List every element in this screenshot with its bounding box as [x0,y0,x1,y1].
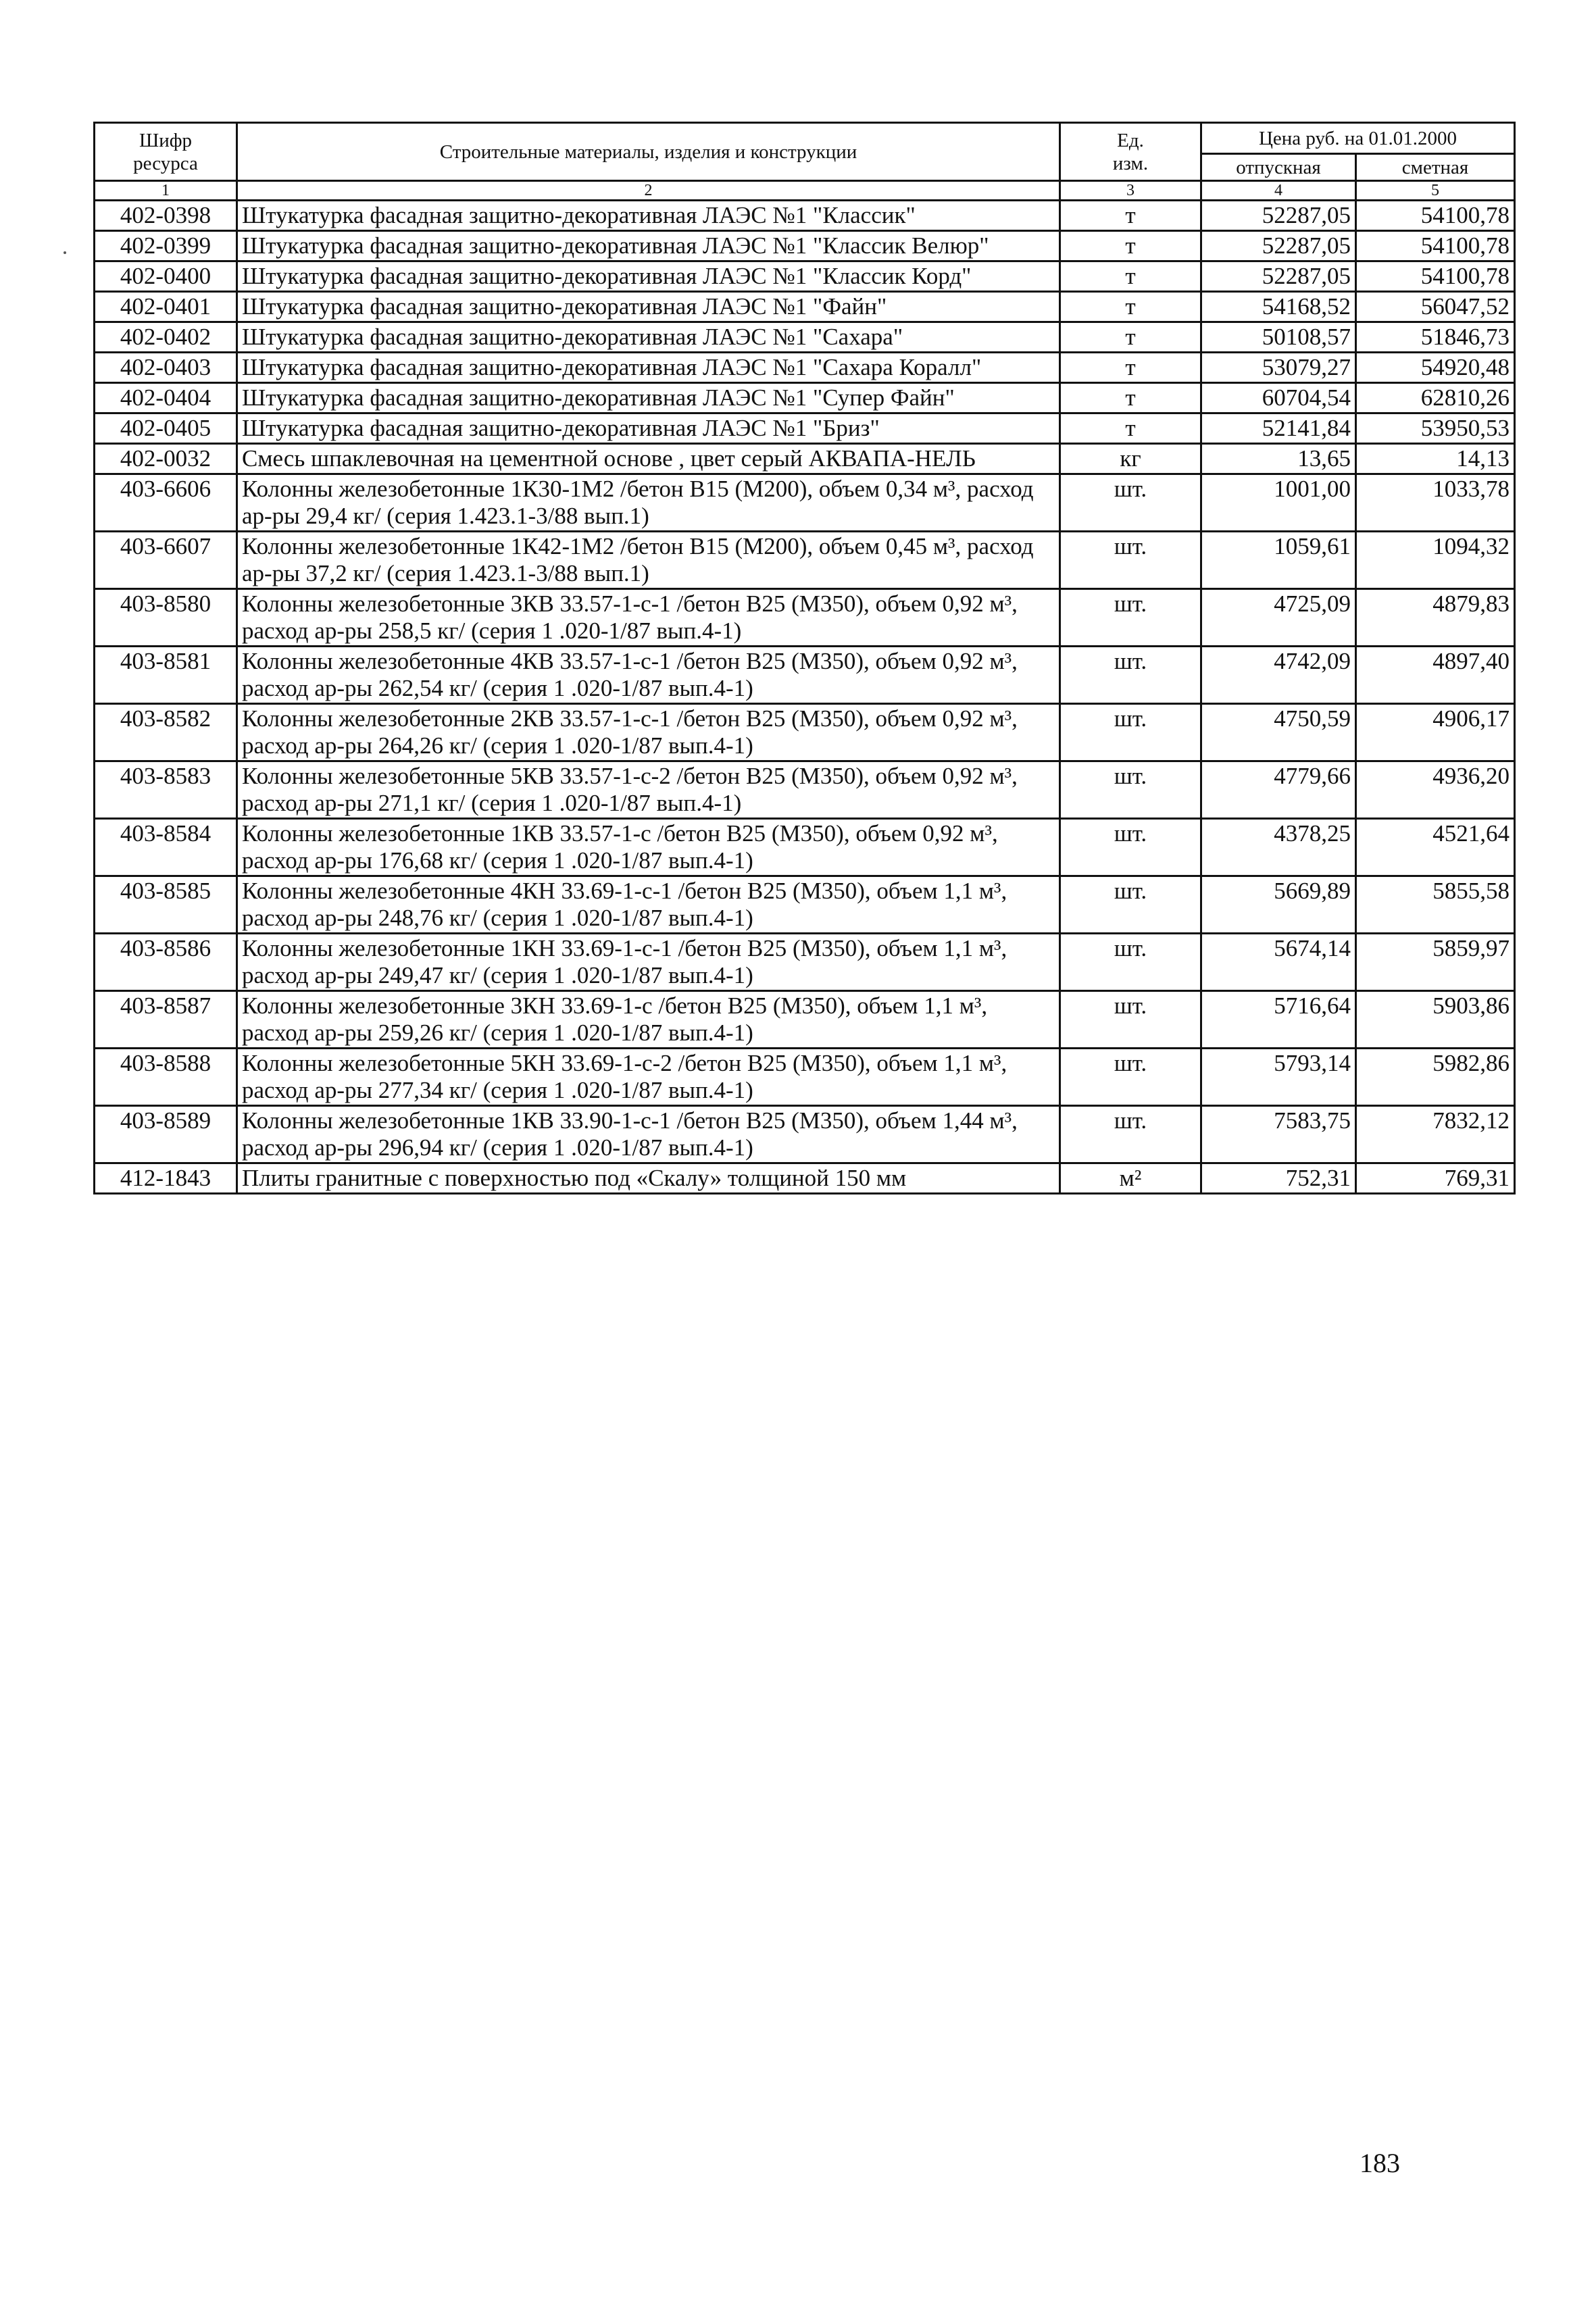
row-name: Колонны железобетонные 3КВ 33.57-1-с-1 /бетон В25 (М350), объем 0,92 м³, расход ар-ры 258,5 кг/ (серия 1 .020-1/87 вып.4-1) [237,589,1060,647]
table-row [95,474,1515,532]
row-price-estimate: 62810,26 [1356,383,1515,413]
table-row [95,413,1515,444]
row-name: Колонны железобетонные 1К42-1М2 /бетон В15 (М200), объем 0,45 м³, расход ар-ры 37,2 кг/ (серия 1.423.1-3/88 вып.1) [237,532,1060,589]
row-code: 403-8582 [95,704,237,761]
scan-speck [64,251,66,254]
row-price-estimate: 51846,73 [1356,322,1515,353]
row-price-release: 4750,59 [1201,704,1356,761]
row-code: 402-0403 [95,353,237,383]
row-price-estimate: 54920,48 [1356,353,1515,383]
row-name: Штукатурка фасадная защитно-декоративная ЛАЭС №1 "Супер Файн" [237,383,1060,413]
row-unit: т [1060,413,1201,444]
table-row [95,201,1515,231]
row-price-estimate: 53950,53 [1356,413,1515,444]
table-row [95,322,1515,353]
row-price-estimate: 5859,97 [1356,934,1515,991]
row-unit: т [1060,383,1201,413]
header-unit-line1: Ед. [1117,129,1144,151]
table-row [95,231,1515,261]
row-price-estimate: 14,13 [1356,444,1515,474]
row-price-release: 4725,09 [1201,589,1356,647]
row-name: Плиты гранитные с поверхностью под «Скалу» толщиной 150 мм [237,1163,1060,1194]
row-unit: т [1060,231,1201,261]
row-price-estimate: 54100,78 [1356,261,1515,292]
row-price-release: 1001,00 [1201,474,1356,532]
row-price-estimate: 54100,78 [1356,201,1515,231]
table-row [95,819,1515,876]
row-code: 403-8588 [95,1049,237,1106]
row-unit: шт. [1060,876,1201,934]
header-code [95,123,237,181]
row-unit: шт. [1060,934,1201,991]
row-unit: шт. [1060,647,1201,704]
header-code-line1: Шифр [139,129,193,151]
row-code: 402-0404 [95,383,237,413]
header-num-4: 4 [1201,181,1356,201]
row-price-release: 54168,52 [1201,292,1356,322]
header-price-estimate: сметная [1356,154,1515,181]
row-price-release: 52287,05 [1201,261,1356,292]
row-name: Колонны железобетонные 2КВ 33.57-1-с-1 /бетон В25 (М350), объем 0,92 м³, расход ар-ры 264,26 кг/ (серия 1 .020-1/87 вып.4-1) [237,704,1060,761]
row-code: 403-8589 [95,1106,237,1163]
row-code: 402-0401 [95,292,237,322]
row-price-release: 5716,64 [1201,991,1356,1049]
row-name: Штукатурка фасадная защитно-декоративная ЛАЭС №1 "Классик Велюр" [237,231,1060,261]
table-row [95,934,1515,991]
row-price-estimate: 4936,20 [1356,761,1515,819]
row-name: Штукатурка фасадная защитно-декоративная ЛАЭС №1 "Классик" [237,201,1060,231]
row-name: Штукатурка фасадная защитно-декоративная ЛАЭС №1 "Бриз" [237,413,1060,444]
row-unit: шт. [1060,761,1201,819]
row-name: Смесь шпаклевочная на цементной основе , цвет серый АКВАПА-НЕЛЬ [237,444,1060,474]
row-price-release: 4378,25 [1201,819,1356,876]
row-unit: шт. [1060,819,1201,876]
row-unit: шт. [1060,589,1201,647]
table-row [95,876,1515,934]
row-name: Колонны железобетонные 5КВ 33.57-1-с-2 /бетон В25 (М350), объем 0,92 м³, расход ар-ры 271,1 кг/ (серия 1 .020-1/87 вып.4-1) [237,761,1060,819]
row-code: 403-8580 [95,589,237,647]
row-unit: т [1060,261,1201,292]
row-price-estimate: 4897,40 [1356,647,1515,704]
row-price-estimate: 5855,58 [1356,876,1515,934]
row-price-release: 5669,89 [1201,876,1356,934]
row-code: 402-0405 [95,413,237,444]
row-code: 402-0400 [95,261,237,292]
row-name: Колонны железобетонные 5КН 33.69-1-с-2 /бетон В25 (М350), объем 1,1 м³, расход ар-ры 277,34 кг/ (серия 1 .020-1/87 вып.4-1) [237,1049,1060,1106]
row-price-estimate: 4879,83 [1356,589,1515,647]
header-code-line2: ресурса [133,152,198,174]
row-price-release: 1059,61 [1201,532,1356,589]
row-price-release: 5793,14 [1201,1049,1356,1106]
row-price-estimate: 4906,17 [1356,704,1515,761]
row-name: Штукатурка фасадная защитно-декоративная ЛАЭС №1 "Файн" [237,292,1060,322]
row-name: Штукатурка фасадная защитно-декоративная ЛАЭС №1 "Сахара Коралл" [237,353,1060,383]
table-row [95,261,1515,292]
row-code: 402-0399 [95,231,237,261]
header-unit [1060,123,1201,181]
row-code: 402-0398 [95,201,237,231]
table-row [95,444,1515,474]
row-price-estimate: 1094,32 [1356,532,1515,589]
row-price-release: 52287,05 [1201,201,1356,231]
row-code: 403-6607 [95,532,237,589]
table-row [95,704,1515,761]
table-row [95,1106,1515,1163]
row-name: Колонны железобетонные 3КН 33.69-1-с /бетон В25 (М350), объем 1,1 м³, расход ар-ры 259,26 кг/ (серия 1 .020-1/87 вып.4-1) [237,991,1060,1049]
row-unit: шт. [1060,704,1201,761]
row-price-release: 4779,66 [1201,761,1356,819]
row-name: Колонны железобетонные 1КВ 33.90-1-с-1 /бетон В25 (М350), объем 1,44 м³, расход ар-ры 296,94 кг/ (серия 1 .020-1/87 вып.4-1) [237,1106,1060,1163]
header-unit-line2: изм. [1112,152,1149,174]
row-code: 403-8584 [95,819,237,876]
row-name: Штукатурка фасадная защитно-декоративная ЛАЭС №1 "Сахара" [237,322,1060,353]
row-price-release: 52287,05 [1201,231,1356,261]
row-unit: шт. [1060,991,1201,1049]
row-name: Штукатурка фасадная защитно-декоративная ЛАЭС №1 "Классик Корд" [237,261,1060,292]
table-row [95,1163,1515,1194]
row-price-estimate: 769,31 [1356,1163,1515,1194]
header-price-group: Цена руб. на 01.01.2000 [1201,123,1515,154]
row-unit: шт. [1060,532,1201,589]
row-code: 403-8586 [95,934,237,991]
row-unit: шт. [1060,1106,1201,1163]
row-price-estimate: 56047,52 [1356,292,1515,322]
table-row [95,532,1515,589]
row-unit: т [1060,292,1201,322]
table-row [95,991,1515,1049]
table-row [95,1049,1515,1106]
table-row [95,292,1515,322]
table-row [95,383,1515,413]
table-body [95,201,1515,1194]
row-code: 403-6606 [95,474,237,532]
header-num-3: 3 [1060,181,1201,201]
row-price-estimate: 5903,86 [1356,991,1515,1049]
table-row [95,589,1515,647]
row-code: 403-8583 [95,761,237,819]
row-price-release: 50108,57 [1201,322,1356,353]
row-price-release: 752,31 [1201,1163,1356,1194]
header-price-release: отпускная [1201,154,1356,181]
row-price-release: 13,65 [1201,444,1356,474]
row-code: 402-0032 [95,444,237,474]
row-price-release: 60704,54 [1201,383,1356,413]
row-code: 402-0402 [95,322,237,353]
row-price-estimate: 1033,78 [1356,474,1515,532]
table-row [95,647,1515,704]
header-name: Строительные материалы, изделия и конструкции [237,123,1060,181]
row-unit: кг [1060,444,1201,474]
row-code: 412-1843 [95,1163,237,1194]
row-name: Колонны железобетонные 1КВ 33.57-1-с /бетон В25 (М350), объем 0,92 м³, расход ар-ры 176,68 кг/ (серия 1 .020-1/87 вып.4-1) [237,819,1060,876]
header-num-1: 1 [95,181,237,201]
row-unit: т [1060,353,1201,383]
row-code: 403-8585 [95,876,237,934]
header-num-2: 2 [237,181,1060,201]
row-price-release: 7583,75 [1201,1106,1356,1163]
table-row [95,761,1515,819]
row-price-release: 4742,09 [1201,647,1356,704]
row-code: 403-8587 [95,991,237,1049]
header-num-5: 5 [1356,181,1515,201]
page-number: 183 [1360,2148,1400,2178]
row-price-estimate: 54100,78 [1356,231,1515,261]
row-price-estimate: 5982,86 [1356,1049,1515,1106]
row-name: Колонны железобетонные 4КВ 33.57-1-с-1 /бетон В25 (М350), объем 0,92 м³, расход ар-ры 262,54 кг/ (серия 1 .020-1/87 вып.4-1) [237,647,1060,704]
row-unit: т [1060,201,1201,231]
row-price-release: 52141,84 [1201,413,1356,444]
row-price-estimate: 7832,12 [1356,1106,1515,1163]
row-price-estimate: 4521,64 [1356,819,1515,876]
row-code: 403-8581 [95,647,237,704]
row-name: Колонны железобетонные 1К30-1М2 /бетон В15 (М200), объем 0,34 м³, расход ар-ры 29,4 кг/ (серия 1.423.1-3/88 вып.1) [237,474,1060,532]
row-unit: шт. [1060,474,1201,532]
row-unit: т [1060,322,1201,353]
row-price-release: 5674,14 [1201,934,1356,991]
table-row [95,353,1515,383]
row-price-release: 53079,27 [1201,353,1356,383]
row-unit: шт. [1060,1049,1201,1106]
row-name: Колонны железобетонные 1КН 33.69-1-с-1 /бетон В25 (М350), объем 1,1 м³, расход ар-ры 249,47 кг/ (серия 1 .020-1/87 вып.4-1) [237,934,1060,991]
price-table [93,122,1516,1194]
row-unit: м² [1060,1163,1201,1194]
row-name: Колонны железобетонные 4КН 33.69-1-с-1 /бетон В25 (М350), объем 1,1 м³, расход ар-ры 248,76 кг/ (серия 1 .020-1/87 вып.4-1) [237,876,1060,934]
